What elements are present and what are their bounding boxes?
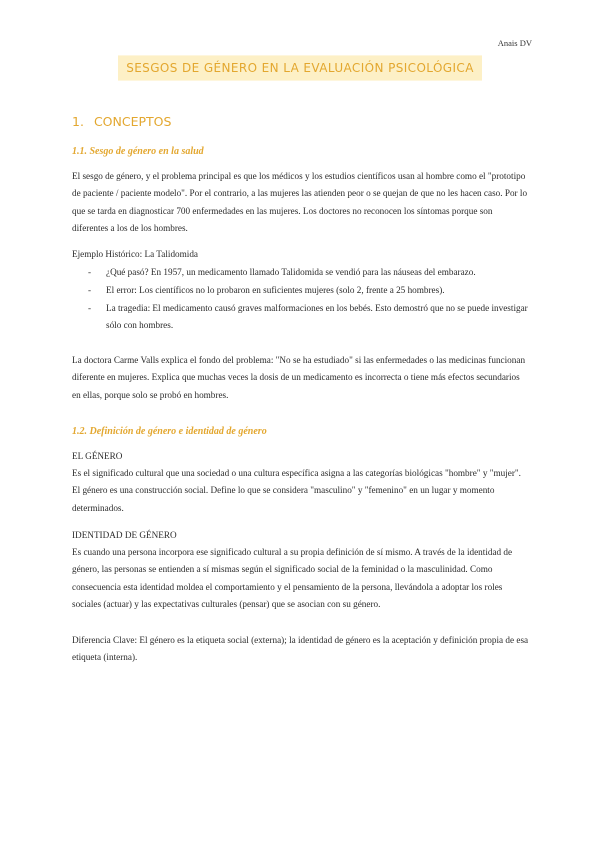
list-item: - La tragedia: El medicamento causó graves malformaciones en los bebés. Esto demostró que no se puede investigar sólo con hombres. xyxy=(88,300,530,335)
subsection-heading-1: 1.1. Sesgo de género en la salud xyxy=(72,146,204,157)
section-heading xyxy=(72,114,171,129)
example-bullet-list xyxy=(88,264,530,335)
example-label: Ejemplo Histórico: La Talidomida xyxy=(72,249,198,259)
genero-paragraph: Es el significado cultural que una sociedad o una cultura específica asigna a las categorías biológicas "hombre" y "mujer". El género es una construcción social. Define lo que se considera "masculino" y "femenino" en un lugar y momento determinados. xyxy=(72,468,521,513)
section-title: CONCEPTOS xyxy=(93,114,172,129)
intro-paragraph: El sesgo de género, y el problema principal es que los médicos y los estudios científicos usan al hombre como el "prototipo de paciente / paciente modelo". Por el contrario, a las mujeres las atienden peor o se quejan de que no les hacen caso. Por lo que se tarda en diagnosticar 700 enfermedades en las mujeres. Los doctores no reconocen los síntomas porque son diferentes a los de los hombres. xyxy=(72,171,528,233)
identidad-paragraph: Es cuando una persona incorpora ese significado cultural a su propia definición de sí mismo. A través de la identidad de género, las personas se entienden a sí mismas según el significado social de la feminidad o la masculinidad. Como consecuencia esta identidad moldea el comportamiento y el pensamiento de la persona, llevándola a adoptar los roles sociales (actuar) y las expectativas culturales (pensar) que se asocian con su género. xyxy=(72,547,513,609)
genero-label: EL GÉNERO xyxy=(72,451,123,461)
document-title: SESGOS DE GÉNERO EN LA EVALUACIÓN PSICOLÓGICA xyxy=(118,55,482,80)
list-item: - ¿Qué pasó? En 1957, un medicamento llamado Talidomida se vendió para las náuseas del embarazo. xyxy=(88,264,530,281)
closing-paragraph: La doctora Carme Valls explica el fondo del problema: "No se ha estudiado" si las enfermedades o las medicinas funcionan diferente en mujeres. Explica que muchas veces la dosis de un medicamento es incorrecta o tiene más efectos secundarios en ellas, porque solo se probó en hombres. xyxy=(72,355,526,400)
section-number: 1. xyxy=(72,114,84,129)
identidad-label: IDENTIDAD DE GÉNERO xyxy=(72,530,177,540)
author-name: Anais DV xyxy=(497,38,532,48)
diferencia-paragraph: Diferencia Clave: El género es la etiqueta social (externa); la identidad de género es la aceptación y definición propia de esa etiqueta (interna). xyxy=(72,635,529,663)
list-item: - El error: Los científicos no lo probaron en suficientes mujeres (solo 2, frente a 25 hombres). xyxy=(88,282,530,299)
subsection-heading-2: 1.2. Definición de género e identidad de género xyxy=(72,426,267,437)
